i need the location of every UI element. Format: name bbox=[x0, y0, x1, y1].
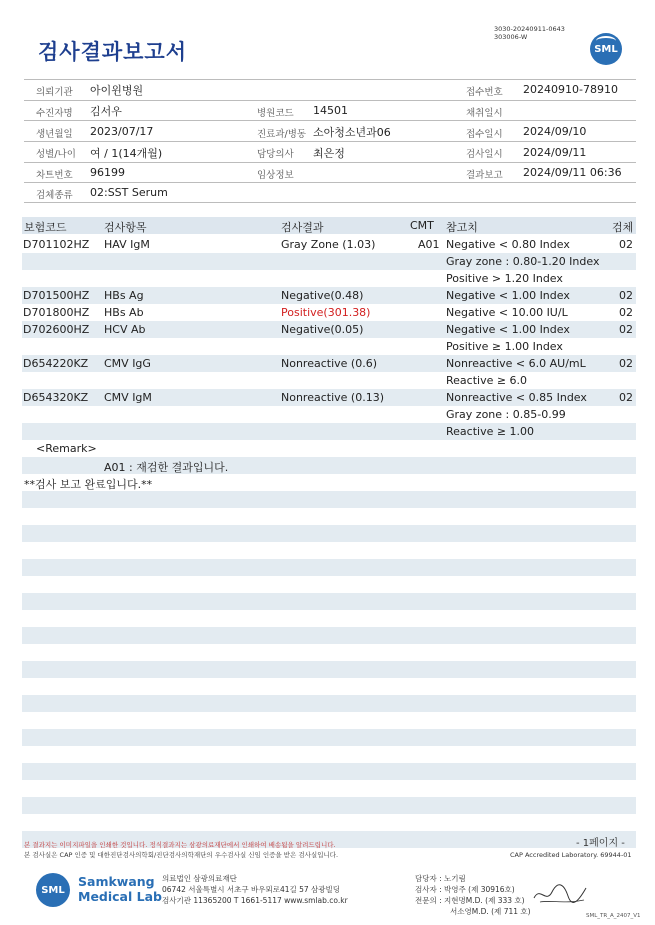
test-date-value: 2024/09/11 bbox=[523, 146, 587, 159]
cap-accreditation: CAP Accredited Laboratory. 69944-01 bbox=[510, 851, 632, 859]
col-header-ref: 참고치 bbox=[446, 221, 478, 234]
address-block bbox=[162, 873, 348, 906]
report-code-2: 303006-W bbox=[494, 33, 528, 41]
cell-result: Negative(0.48) bbox=[281, 289, 364, 302]
sex-age-value: 여 / 1(14개월) bbox=[90, 147, 163, 160]
receipt-no-label: 접수번호 bbox=[466, 87, 503, 98]
patient-value: 김서우 bbox=[90, 105, 122, 118]
cell-specimen: 02 bbox=[619, 289, 633, 302]
clinical-label: 임상정보 bbox=[257, 170, 294, 181]
cell-item: HBs Ag bbox=[104, 289, 144, 302]
col-header-specimen: 검체 bbox=[612, 221, 634, 234]
chart-value: 96199 bbox=[90, 166, 125, 179]
cell-item: CMV IgG bbox=[104, 357, 151, 370]
cell-code: D701500HZ bbox=[23, 289, 90, 302]
staff-line-2: 검사자 : 박영주 (제 30916호) bbox=[415, 885, 515, 894]
sex-age-label: 성별/나이 bbox=[36, 149, 76, 160]
footer-notice-red: 본 결과지는 이미지파일을 인쇄한 것입니다. 정식결과지는 삼광의료재단에서 인쇄하여 배송됨을 알려드립니다. bbox=[24, 841, 336, 849]
brand-name: Samkwang Medical Lab bbox=[78, 874, 162, 904]
cell-reference: Negative < 0.80 Index bbox=[446, 238, 570, 251]
report-codes bbox=[494, 25, 565, 41]
footer-logo: SML bbox=[36, 873, 70, 907]
cell-reference: Reactive ≥ 6.0 bbox=[446, 374, 528, 387]
remark-line: A01 : 재검한 결과입니다. bbox=[104, 461, 229, 474]
cell-result: Nonreactive (0.13) bbox=[281, 391, 384, 404]
cell-reference: Gray zone : 0.85-0.99 bbox=[446, 408, 566, 421]
birth-label: 생년월일 bbox=[36, 129, 73, 140]
cell-specimen: 02 bbox=[619, 357, 633, 370]
report-label: 결과보고 bbox=[466, 170, 503, 181]
report-complete: **검사 보고 완료입니다.** bbox=[24, 478, 153, 491]
cell-item: HBs Ab bbox=[104, 306, 144, 319]
specimen-value: 02:SST Serum bbox=[90, 186, 168, 199]
cell-reference: Nonreactive < 6.0 AU/mL bbox=[446, 357, 586, 370]
cell-reference: Negative < 1.00 Index bbox=[446, 289, 570, 302]
cell-code: D654220KZ bbox=[23, 357, 89, 370]
cell-result: Nonreactive (0.6) bbox=[281, 357, 377, 370]
signature bbox=[530, 880, 590, 908]
cell-result: Gray Zone (1.03) bbox=[281, 238, 376, 251]
address-line-3: 검사기관 11365200 T 1661-5117 www.smlab.co.kr bbox=[162, 896, 348, 905]
cell-reference: Negative < 10.00 IU/L bbox=[446, 306, 568, 319]
staff-block bbox=[415, 873, 531, 917]
cell-reference: Positive ≥ 1.00 Index bbox=[446, 340, 563, 353]
hospital-label: 의뢰기관 bbox=[36, 87, 73, 98]
cell-result: Positive(301.38) bbox=[281, 306, 371, 319]
patient-label: 수진자명 bbox=[36, 108, 73, 119]
staff-line-4: 서소영M.D. (제 711 호) bbox=[450, 907, 531, 916]
address-line-1: 의료법인 삼광의료재단 bbox=[162, 874, 237, 883]
cell-code: D701102HZ bbox=[23, 238, 90, 251]
footer-notice: 본 검사실은 CAP 인증 및 대한진단검사의학회/진단검사의학재단의 우수검사실 신임 인증을 받은 검사실입니다. bbox=[24, 851, 339, 859]
col-header-cmt: CMT bbox=[410, 219, 434, 232]
cell-code: D702600HZ bbox=[23, 323, 90, 336]
cell-specimen: 02 bbox=[619, 323, 633, 336]
cell-reference: Positive > 1.20 Index bbox=[446, 272, 563, 285]
col-header-code: 보험코드 bbox=[24, 221, 67, 234]
col-header-item: 검사항목 bbox=[104, 221, 147, 234]
cell-cmt: A01 bbox=[418, 238, 440, 251]
page-title: 검사결과보고서 bbox=[38, 40, 188, 64]
collect-label: 채취일시 bbox=[466, 108, 503, 119]
form-code: SML_TR_A_2407_V1 bbox=[586, 913, 641, 919]
dept-value: 소아청소년과06 bbox=[313, 126, 391, 139]
chart-label: 차트번호 bbox=[36, 170, 73, 181]
cell-specimen: 02 bbox=[619, 238, 633, 251]
dept-label: 진료과/병동 bbox=[257, 129, 307, 140]
cell-code: D701800HZ bbox=[23, 306, 90, 319]
cell-result: Negative(0.05) bbox=[281, 323, 364, 336]
doctor-label: 담당의사 bbox=[257, 149, 294, 160]
report-code-1: 3030-20240911-0643 bbox=[494, 25, 565, 33]
col-header-result: 검사결과 bbox=[281, 221, 324, 234]
cell-item: HCV Ab bbox=[104, 323, 146, 336]
receipt-date-label: 접수일시 bbox=[466, 129, 503, 140]
test-date-label: 검사일시 bbox=[466, 149, 503, 160]
cell-reference: Reactive ≥ 1.00 bbox=[446, 425, 535, 438]
cell-reference: Negative < 1.00 Index bbox=[446, 323, 570, 336]
address-line-2: 06742 서울특별시 서초구 바우뫼로41길 57 삼광빌딩 bbox=[162, 885, 341, 894]
cell-specimen: 02 bbox=[619, 306, 633, 319]
birth-value: 2023/07/17 bbox=[90, 125, 154, 138]
receipt-no-value: 20240910-78910 bbox=[523, 83, 618, 96]
hospital-value: 아이윈병원 bbox=[90, 84, 144, 97]
cell-reference: Gray zone : 0.80-1.20 Index bbox=[446, 255, 600, 268]
report-value: 2024/09/11 06:36 bbox=[523, 166, 622, 179]
remark-title: <Remark> bbox=[36, 442, 97, 455]
doctor-value: 최은정 bbox=[313, 147, 345, 160]
cell-specimen: 02 bbox=[619, 391, 633, 404]
receipt-date-value: 2024/09/10 bbox=[523, 125, 587, 138]
staff-line-1: 담당자 : 노기림 bbox=[415, 874, 466, 883]
cell-item: CMV IgM bbox=[104, 391, 152, 404]
cell-item: HAV IgM bbox=[104, 238, 150, 251]
page-number: - 1페이지 - bbox=[576, 838, 625, 849]
staff-line-3: 전문의 : 지현명M.D. (제 333 호) bbox=[415, 896, 525, 905]
specimen-label: 검체종류 bbox=[36, 190, 73, 201]
sml-logo: SML bbox=[590, 33, 622, 65]
hosp-code-value: 14501 bbox=[313, 104, 348, 117]
hosp-code-label: 병원코드 bbox=[257, 108, 294, 119]
cell-code: D654320KZ bbox=[23, 391, 89, 404]
cell-reference: Nonreactive < 0.85 Index bbox=[446, 391, 587, 404]
